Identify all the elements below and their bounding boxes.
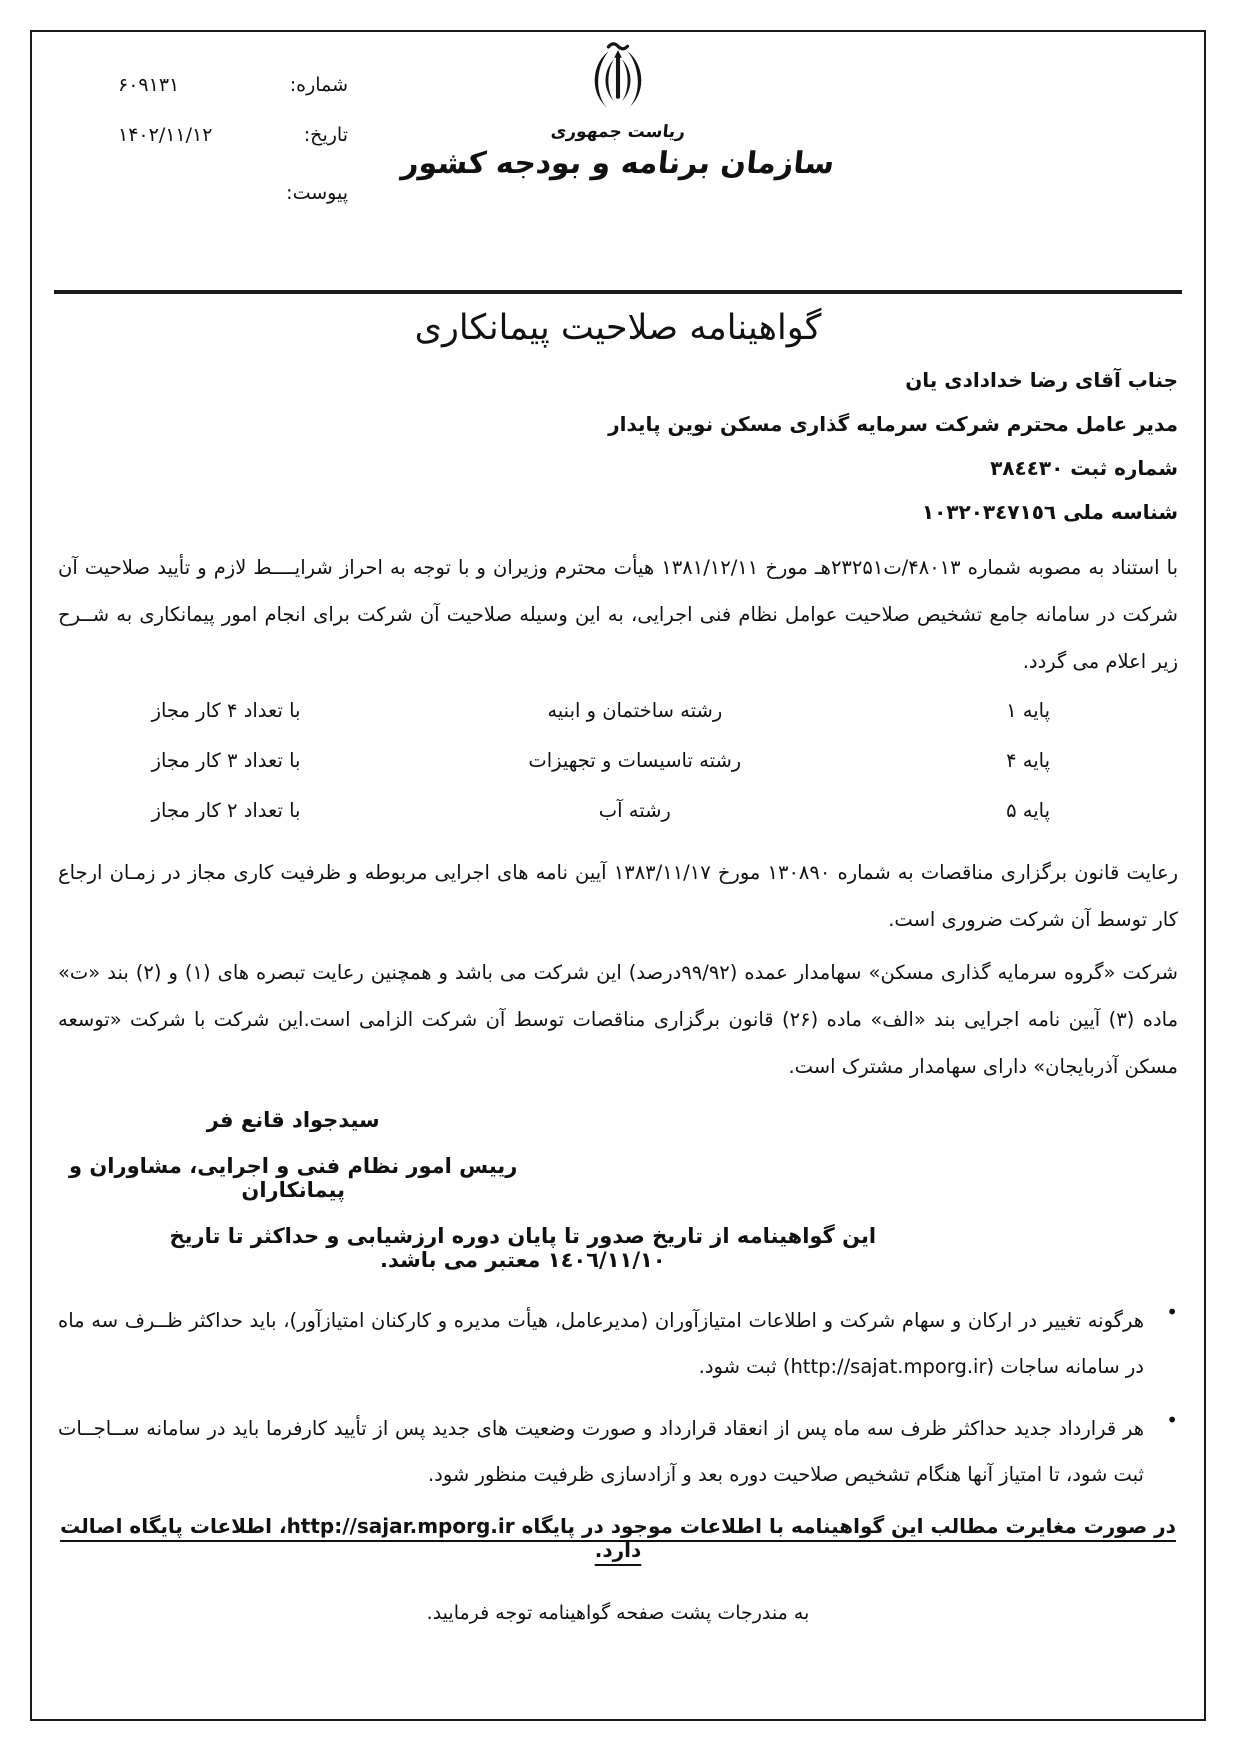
header-separator-line [54, 290, 1182, 294]
addressee-position: مدیر عامل محترم شرکت سرمایه گذاری مسکن نوین پایدار [608, 412, 1178, 436]
signatory-title: رییس امور نظام فنی و اجرایی، مشاوران و پیمانکاران [69, 1154, 518, 1202]
logo-organization-line: سازمان برنامه و بودجه کشور [399, 146, 837, 181]
authenticity-warning: در صورت مغایرت مطالب این گواهینامه با اطلاعات موجود در پایگاه http://sajar.mporg.ir، اطلاعات پایگاه اصالت دارد. [60, 1514, 1176, 1562]
registration-number: شماره ثبت ٣٨٤٤٣٠ [990, 456, 1178, 480]
letter-date-label: تاریخ: [303, 124, 348, 146]
capacity-cell: با تعداد ۳ کار مجاز [151, 749, 301, 772]
bullet-icon: • [1166, 1300, 1178, 1324]
field-cell: رشته ساختمان و ابنیه [547, 699, 723, 722]
grade-cell: پایه ۵ [1006, 799, 1050, 822]
back-page-note: به مندرجات پشت صفحه گواهینامه توجه فرمایید. [426, 1602, 810, 1624]
letter-date-value: ۱۴۰۲/۱۱/۱۲ [118, 124, 213, 146]
letter-number-label: شماره: [289, 74, 348, 96]
page-title: گواهینامه صلاحیت پیمانکاری [414, 308, 822, 348]
qualification-row [58, 699, 1178, 722]
signatory-name: سیدجواد قانع فر [206, 1108, 380, 1132]
qualification-row [58, 749, 1178, 772]
addressee-block [58, 358, 1178, 534]
field-cell: رشته تاسیسات و تجهیزات [528, 749, 742, 772]
law-paragraph: رعایت قانون برگزاری مناقصات به شماره ۱۳۰۸۹۰ مورخ ۱۳۸۳/۱۱/۱۷ آیین نامه های اجرایی مربوطه و ظرفیت کاری مجاز در زمـان ارجاع کار توسط آن شرکت ضروری است. [58, 861, 1179, 931]
grade-cell: پایه ۴ [1006, 749, 1050, 772]
intro-paragraph: با استناد به مصوبه شماره ۴۸۰۱۳/ت۲۳۲۵۱هـ مورخ ۱۳۸۱/۱۲/۱۱ هیأت محترم وزیران و با توجه به احراز شرایــــط لازم و تأیید صلاحیت آن شرکت در سامانه جامع تشخیص صلاحیت عوامل نظام فنی اجرایی، به این وسیله صلاحیت آن شرکت برای انجام امور پیمانکاری به شــرح زیر اعلام می گردد. [58, 556, 1179, 673]
note-text: هرگونه تغییر در ارکان و سهام شرکت و اطلاعات امتیازآوران (مدیرعامل، هیأت مدیره و کارکنان امتیازآور)، باید حداکثر ظــرف سه ماه در سامانه ساجات (http://sajat.mporg.ir) ثبت شود. [58, 1309, 1144, 1378]
letter-attachment-label: پیوست: [286, 182, 348, 204]
signature-block [58, 1108, 528, 1202]
letter-number-value: ۶۰۹۱۳۱ [118, 74, 180, 96]
capacity-cell: با تعداد ۲ کار مجاز [151, 799, 301, 822]
logo-presidency-line: ریاست جمهوری [549, 122, 687, 142]
letter-attachment-row [118, 182, 348, 232]
qualification-row [58, 799, 1178, 822]
grade-cell: پایه ۱ [1006, 699, 1050, 722]
addressee-name: جناب آقای رضا خدادادی یان [905, 368, 1178, 392]
validity-statement: این گواهینامه از تاریخ صدور تا پایان دوره ارزشیابی و حداکثر تا تاریخ ١٤٠٦/١١/١٠ معتبر می باشد. [169, 1224, 877, 1272]
certificate-page [30, 30, 1206, 1721]
note-text: هر قرارداد جدید حداکثر ظرف سه ماه پس از انعقاد قرارداد و صورت وضعیت های جدید پس از تأیید کارفرما باید در سامانه ســاجــات ثبت شود، تا امتیاز آنها هنگام تشخیص صلاحیت دوره بعد و آزادسازی ظرفیت منظور شود. [58, 1417, 1144, 1486]
list-item [58, 1406, 1178, 1498]
organization-logo [58, 40, 1178, 181]
qualification-table [58, 699, 1178, 822]
capacity-cell: با تعداد ۴ کار مجاز [151, 699, 301, 722]
shareholder-paragraph: شرکت «گروه سرمایه گذاری مسکن» سهامدار عمده (۹۹/۹۲درصد) این شرکت می باشد و همچنین رعایت تبصره های (۱) و (۲) بند «ت» ماده (۳) آیین نامه اجرایی بند «الف» ماده (۲۶) قانون برگزاری مناقصات توسط آن شرکت الزامی است.این شرکت با شرکت «توسعه مسکن آذربایجان» دارای سهامدار مشترک است. [58, 961, 1179, 1078]
letterhead [58, 32, 1178, 294]
list-item [58, 1298, 1178, 1390]
notes-list [58, 1298, 1178, 1498]
allah-emblem-icon [586, 40, 650, 118]
field-cell: رشته آب [598, 799, 671, 822]
bullet-icon: • [1166, 1408, 1178, 1432]
national-id: شناسه ملی ١٠٣٢٠٣٤٧١٥٦ [921, 500, 1178, 524]
